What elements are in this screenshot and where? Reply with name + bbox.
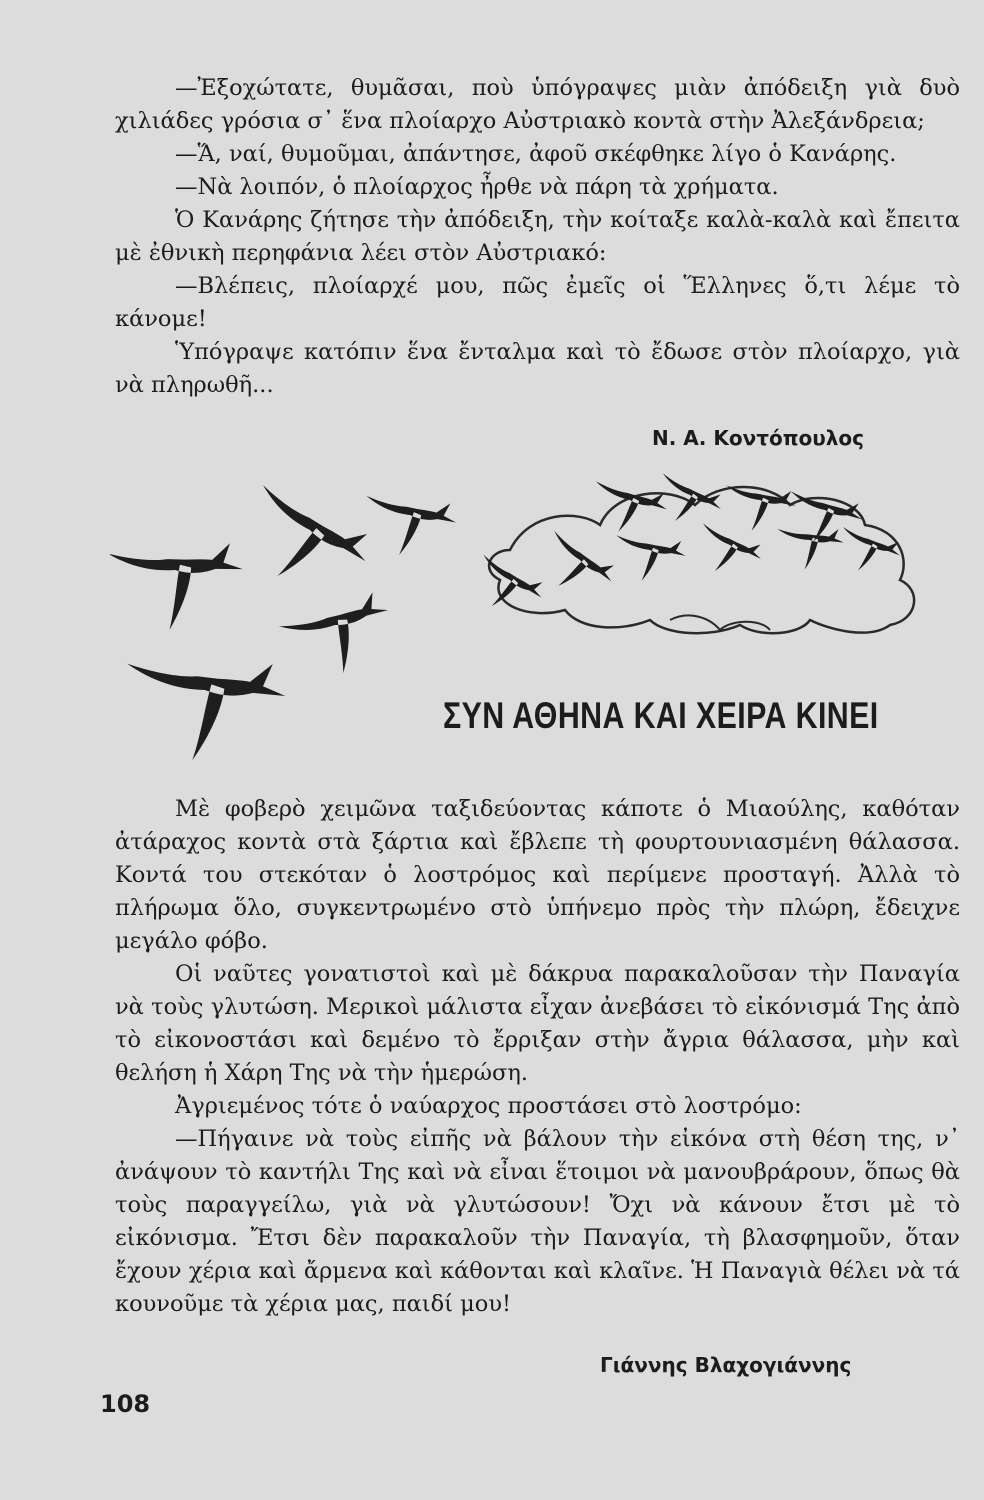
story-title: ΣΥΝ ΑΘΗΝΑ ΚΑΙ ΧΕΙΡΑ ΚΙΝΕΙ — [443, 695, 879, 736]
swallow-icon — [541, 531, 621, 599]
swallow-icon — [659, 473, 724, 525]
swallow-icon — [127, 626, 295, 760]
swallow-icon — [248, 485, 375, 590]
page-number: 108 — [100, 1390, 151, 1418]
paragraph: Ὁ Κανάρης ζήτησε τὴν ἀπόδειξη, τὴν κοίταξε καλὰ-καλὰ καὶ ἔπειτα μὲ ἐθνικὴ περηφάνια λέει στὸν Αὐστριακό: — [115, 207, 960, 266]
paragraph: —Πήγαινε νὰ τοὺς εἰπῆς νὰ βάλουν τὴν εἰκόνα στὴ θέση της, ν᾽ ἀνάψουν τὸ καντήλι Της καὶ νὰ εἶναι ἕτοιμοι νὰ μανουβράρουν, ὅπως θὰ τοὺς παραγγείλω, γιὰ νὰ γλυτώσουν! Ὄχι νὰ κάνουν ἔτσι μὲ τὸ εἰκόνισμα. Ἔτσι δὲν παρακαλοῦν τὴν Παναγία, τὴ βλασφημοῦν, ὅταν ἔχουν χέρια καὶ ἄρμενα καὶ κάθονται καὶ κλαῖνε. Ἡ Παναγιὰ θέλει νὰ τά κουνοῦμε τὰ χέρια μας, παιδί μου! — [115, 1126, 960, 1317]
author-signature: Ν. Α. Κοντόπουλος — [652, 426, 865, 450]
swallow-icon — [110, 512, 254, 641]
paragraph: —Νὰ λοιπόν, ὁ πλοίαρχος ἦρθε νὰ πάρη τὰ χρήματα. — [175, 174, 779, 200]
swallow-icon — [843, 527, 900, 571]
paragraph: Ὑπόγραψε κατόπιν ἕνα ἔνταλμα καὶ τὸ ἔδωσε στὸν πλοίαρχο, γιὰ νὰ πληρωθῆ... — [115, 339, 960, 398]
paragraph: Μὲ φοβερὸ χειμῶνα ταξιδεύοντας κάποτε ὁ Μιαούλης, καθόταν ἀτάραχος κοντὰ στὰ ξάρτια καὶ ἔβλεπε τὴ φουρτουνιασμένη θάλασσα. Κοντά του στεκόταν ὁ λοστρόμος καὶ περίμενε προσταγή. Ἀλλὰ τὸ πλήρωμα ὅλο, συγκεντρωμένο στὸ ὑπήνεμο πρὸς τὴν πλώρη, ἔδειχνε μεγάλο φόβο. — [115, 796, 960, 954]
paragraph: —Ἅ, ναί, θυμοῦμαι, ἀπάντησε, ἀφοῦ σκέφθηκε λίγο ὁ Κανάρης. — [175, 141, 897, 167]
author-signature: Γιάννης Βλαχογιάννης — [600, 1353, 852, 1377]
swallow-icon — [596, 475, 669, 533]
swallow-icon — [279, 570, 403, 688]
paragraph: Οἱ ναῦτες γονατιστοὶ καὶ μὲ δάκρυα παρακαλοῦσαν τὴν Παναγία νὰ τοὺς γλυτώση. Μερικοὶ μάλιστα εἶχαν ἀνεβάσει τὸ εἰκόνισμά Της ἀπὸ τὸ εἰκονοστάσι καὶ δεμένο τὸ ἔρριξαν στὴν ἄγρια θάλασσα, μὴν καὶ θελήση ἡ Χάρη Της νὰ τὴν ἡμερώση. — [115, 961, 960, 1086]
swallow-icon — [726, 474, 798, 534]
paragraph: —Βλέπεις, πλοίαρχέ μου, πῶς ἐμεῖς οἱ Ἕλληνες ὅ,τι λέμε τὸ κάνομε! — [115, 273, 960, 332]
swallow-icon — [699, 523, 764, 575]
paragraph: —Ἐξοχώτατε, θυμᾶσαι, ποὺ ὑπόγραψες μιὰν ἀπόδειξη γιὰ δυὸ χιλιάδες γρόσια σ᾽ ἕνα πλοίαρχο Αὐστριακὸ κοντὰ στὴν Ἀλεξάνδρεια; — [115, 75, 960, 134]
paragraph: Ἀγριεμένος τότε ὁ ναύαρχος προστάσει στὸ λοστρόμο: — [175, 1093, 802, 1119]
swallow-icon — [616, 524, 688, 584]
swallow-icon — [366, 481, 459, 558]
swallow-icon — [777, 513, 848, 574]
